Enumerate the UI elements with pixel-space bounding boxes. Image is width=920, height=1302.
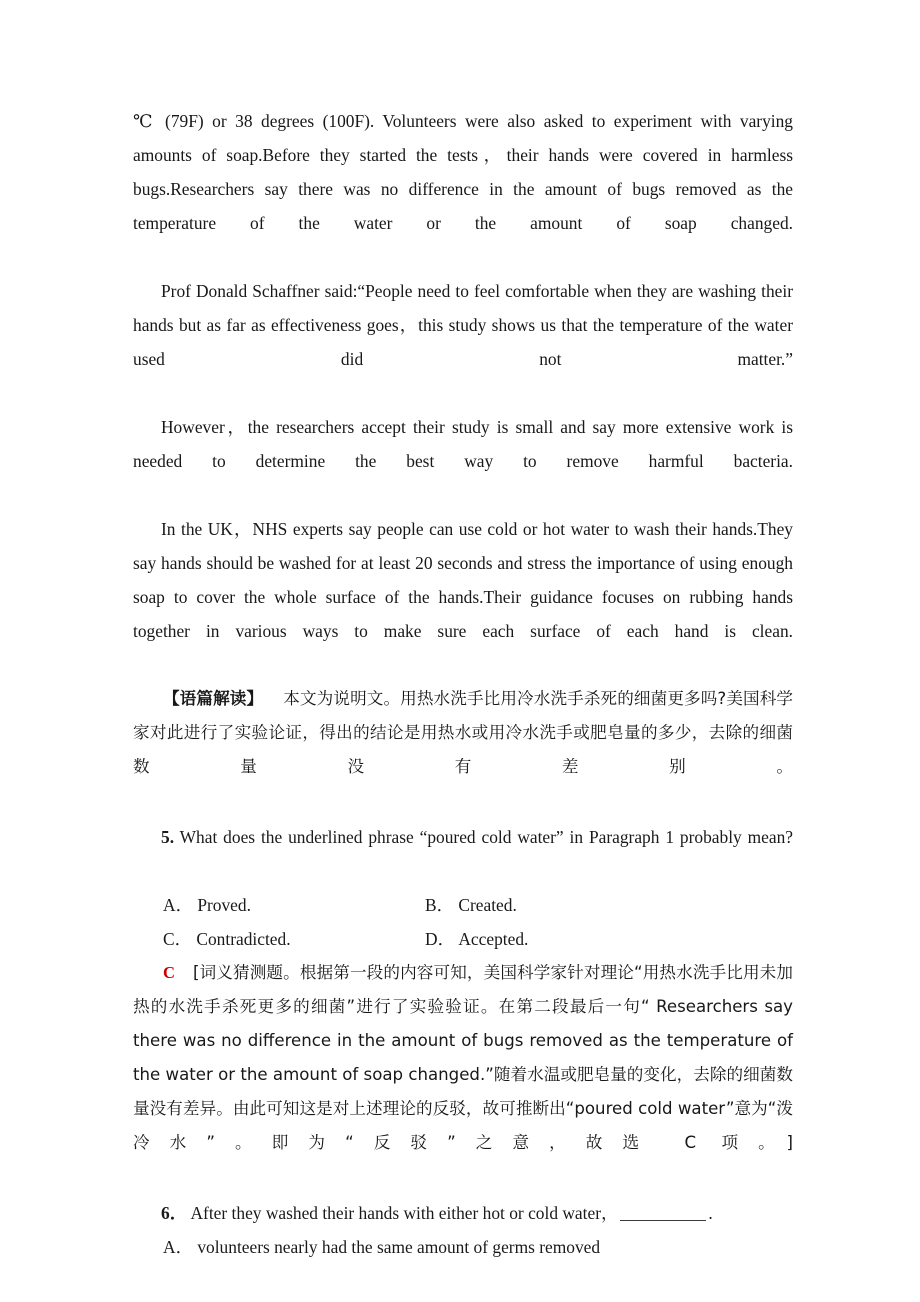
question-6-option-row-1 <box>133 1230 793 1264</box>
question-5-number-suffix: . <box>169 827 175 847</box>
question-6-option-a[interactable] <box>133 1230 600 1264</box>
passage-analysis-label: 【语篇解读】 <box>163 689 264 708</box>
page-content <box>133 104 793 1264</box>
q6-option-a-text: volunteers nearly had the same amount of germs removed <box>197 1237 601 1257</box>
option-d-key: D <box>425 929 438 949</box>
q6-option-a-key: A <box>163 1237 176 1257</box>
question-5-option-d[interactable] <box>425 922 528 956</box>
question-5-stem-text: What does the underlined phrase “poured cold water” in Paragraph 1 probably mean? <box>179 827 793 847</box>
passage-paragraph-3: However，the researchers accept their study is small and say more extensive work is needed to determine the best way to remove harmful bacteria. <box>133 417 793 471</box>
option-a-text: Proved. <box>197 895 251 915</box>
passage-paragraph-4: In the UK，NHS experts say people can use cold or hot water to wash their hands.They say hands should be washed for at least 20 seconds and stress the importance of using enough soap to cover the whole surface of the hands.Their guidance focuses on rubbing hands together in various ways to make sure each surface of each hand is clean. <box>133 519 793 641</box>
passage-analysis <box>133 682 793 818</box>
option-b-key: B <box>425 895 437 915</box>
option-b-separator: ． <box>436 895 455 915</box>
question-5-stem <box>133 820 793 888</box>
question-5-option-row-1 <box>133 888 793 922</box>
passage-paragraph-2: Prof Donald Schaffner said:“People need to feel comfortable when they are washing their hands but as far as effectiveness goes，this study shows us that the temperature of the water used did not matter.” <box>133 281 793 369</box>
passage-analysis-text: 本文为说明文。用热水洗手比用冷水洗手杀死的细菌更多吗?美国科学家对此进行了实验论证，得出的结论是用热水或用冷水洗手或肥皂量的多少，去除的细菌数量没有差别。 <box>133 689 793 776</box>
question-5-option-a[interactable] <box>133 888 425 922</box>
option-d-separator: ． <box>437 929 455 949</box>
question-6-stem <box>133 1196 793 1230</box>
question-6-stem-after-blank: . <box>708 1203 713 1223</box>
passage-paragraph-1: ℃ (79F) or 38 degrees (100F). Volunteers were also asked to experiment with varying amounts of soap.Before they started the tests，their hands were covered in harmless bugs.Researchers say there was no difference in the amount of bugs removed as the temperature of the water or the amount of soap changed. <box>133 111 793 233</box>
option-b-text: Created. <box>458 895 517 915</box>
question-5-option-c[interactable] <box>133 922 425 956</box>
question-5-option-b[interactable] <box>425 888 517 922</box>
question-5-explanation <box>133 956 793 1194</box>
q6-option-a-separator: ． <box>175 1237 193 1257</box>
option-c-key: C <box>163 929 175 949</box>
option-c-separator: ． <box>174 929 193 949</box>
option-c-text: Contradicted. <box>196 929 291 949</box>
question-5-explanation-text: [词义猜测题。根据第一段的内容可知，美国科学家针对理论“用热水洗手比用未加热的水洗手杀死更多的细菌”进行了实验验证。在第二段最后一句“ Researchers say there was no difference in the amount of bugs removed as the temperature of the water or the amount of soap changed.”随着水温或肥皂量的变化，去除的细菌数量没有差异。由此可知这是对上述理论的反驳，故可推断出“poured cold water”意为“泼冷水”。即为“反驳”之意，故选 C 项。] <box>133 963 793 1152</box>
question-6-options <box>133 1230 793 1264</box>
question-5-options <box>133 888 793 956</box>
question-6-number-suffix: ． <box>169 1203 188 1223</box>
question-5-number: 5 <box>161 827 170 847</box>
option-a-separator: ． <box>175 895 193 915</box>
question-5-option-row-2 <box>133 922 793 956</box>
question-6-answer-blank[interactable] <box>620 1220 706 1221</box>
question-6-number: 6 <box>161 1203 170 1223</box>
question-6-stem-before-blank: After they washed their hands with either hot or cold water， <box>190 1203 619 1223</box>
question-5-answer: C <box>163 963 175 982</box>
option-d-text: Accepted. <box>458 929 529 949</box>
option-a-key: A <box>163 895 176 915</box>
